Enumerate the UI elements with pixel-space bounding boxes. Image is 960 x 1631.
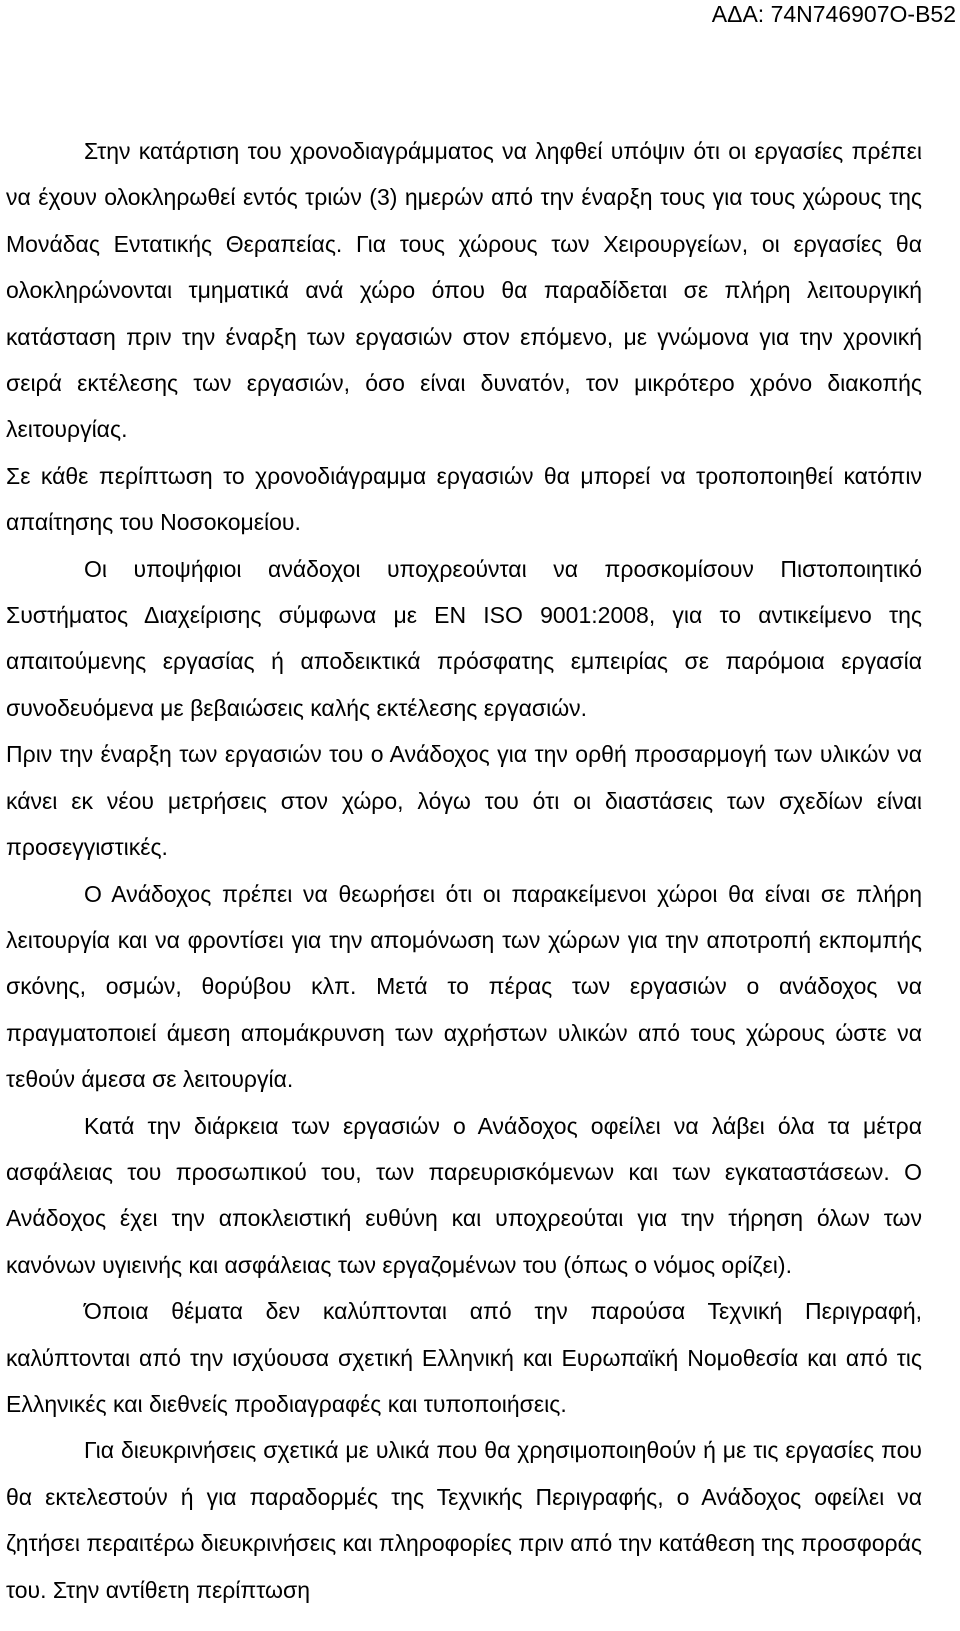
paragraph-clarifications: Για διευκρινήσεις σχετικά με υλικά που θα χρησιμοποιηθούν ή με τις εργασίες που θα εκτελεστούν ή για παραδορμές της Τεχνικής Περιγραφής, ο Ανάδοχος οφείλει να ζητήσει περαιτέρω διευκρινήσεις και πληροφορίες πριν από την κατάθεση της προσφοράς του. Στην αντίθετη περίπτωση: [6, 1437, 922, 1603]
paragraph-isolation: Ο Ανάδοχος πρέπει να θεωρήσει ότι οι παρακείμενοι χώροι θα είναι σε πλήρη λειτουργία και να φροντίσει για την απομόνωση των χώρων για την αποτροπή εκπομπής σκόνης, οσμών, θορύβου κλπ. Μετά το πέρας των εργασιών ο ανάδοχος να πραγματοποιεί άμεση απομάκρυνση των αχρήστων υλικών από τους χώρους ώστε να τεθούν άμεσα σε λειτουργία.: [6, 880, 922, 1093]
paragraph-safety: Κατά την διάρκεια των εργασιών ο Ανάδοχος οφείλει να λάβει όλα τα μέτρα ασφάλειας του προσωπικού του, των παρευρισκόμενων και των εγκαταστάσεων. Ο Ανάδοχος έχει την αποκλειστική ευθύνη και υποχρεούται για την τήρηση όλων των κανόνων υγιεινής και ασφάλειας των εργαζομένων του (όπως ο νόμος ορίζει).: [6, 1112, 922, 1278]
paragraph-iso-certificate: Οι υποψήφιοι ανάδοχοι υποχρεούνται να προσκομίσουν Πιστοποιητικό Συστήματος Διαχείρισης σύμφωνα με ΕΝ ISO 9001:2008, για το αντικείμενο της απαιτούμενης εργασίας ή αποδεικτικά πρόσφατης εμπειρίας σε παρόμοια εργασία συνοδευόμενα με βεβαιώσεις καλής εκτέλεσης εργασιών.: [6, 555, 922, 721]
paragraph-measurements: Πριν την έναρξη των εργασιών του ο Ανάδοχος για την ορθή προσαρμογή των υλικών να κάνει εκ νέου μετρήσεις στον χώρο, λόγω του ότι οι διαστάσεις των σχεδίων είναι προσεγγιστικές.: [6, 741, 922, 861]
ada-code: ΑΔΑ: 74Ν746907Ο-Β52: [711, 1, 956, 27]
document-body: [6, 128, 922, 1613]
paragraph-legislation: Όποια θέματα δεν καλύπτονται από την παρούσα Τεχνική Περιγραφή, καλύπτονται από την ισχύουσα σχετική Ελληνική και Ευρωπαϊκή Νομοθεσία και από τις Ελληνικές και διεθνείς προδιαγραφές και τυποποιήσεις.: [6, 1298, 922, 1417]
paragraph-schedule: Στην κατάρτιση του χρονοδιαγράμματος να ληφθεί υπόψιν ότι οι εργασίες πρέπει να έχουν ολοκληρωθεί εντός τριών (3) ημερών από την έναρξη τους για τους χώρους της Μονάδας Εντατικής Θεραπείας. Για τους χώρους των Χειρουργείων, οι εργασίες θα ολοκληρώνονται τμηματικά ανά χώρο όπου θα παραδίδεται σε πλήρη λειτουργική κατάσταση πριν την έναρξη των εργασιών στον επόμενο, με γνώμονα για την χρονική σειρά εκτέλεσης των εργασιών, όσο είναι δυνατόν, τον μικρότερο χρόνο διακοπής λειτουργίας.: [6, 138, 922, 443]
paragraph-schedule-modification: Σε κάθε περίπτωση το χρονοδιάγραμμα εργασιών θα μπορεί να τροποποιηθεί κατόπιν απαίτησης του Νοσοκομείου.: [6, 462, 922, 536]
